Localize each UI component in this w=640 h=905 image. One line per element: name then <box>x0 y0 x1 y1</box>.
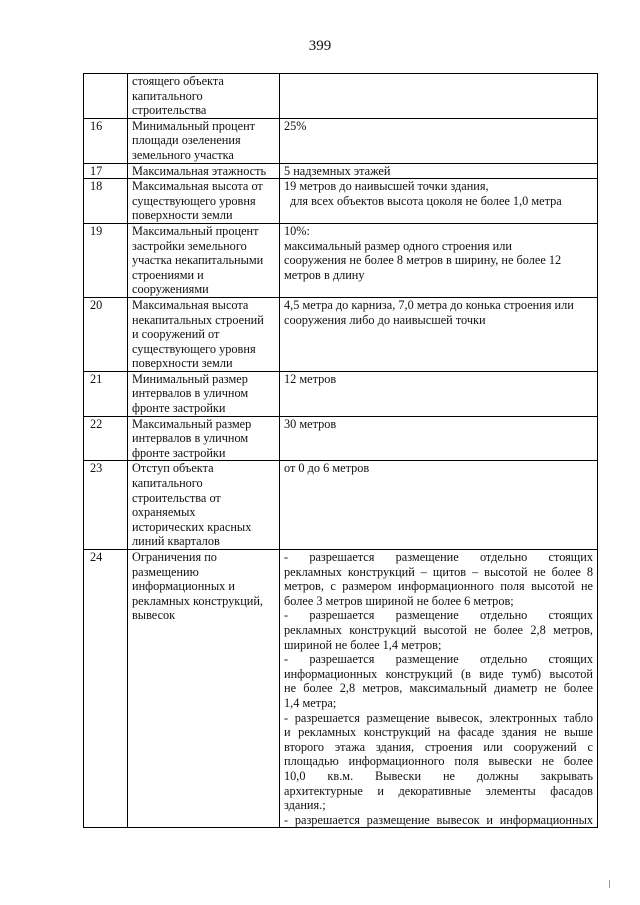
parameter-value-line: - разрешается размещение отдельно стоящих <box>284 652 593 667</box>
parameter-value-line: шириной не более 1,4 метров; <box>284 637 442 652</box>
parameter-value-line: - разрешается размещение отдельно стоящих <box>284 550 593 564</box>
parameter-value-line: 5 надземных этажей <box>284 163 391 178</box>
parameter-value-line: более 3 метров шириной не более 6 метров; <box>284 593 514 608</box>
parameter-name-line: стоящего объекта <box>132 74 224 88</box>
table-row <box>84 223 598 297</box>
row-number: 22 <box>84 416 128 461</box>
parameter-name-line: существующего уровня <box>132 193 256 208</box>
parameter-value-line: информационных конструкций (в виде тумб) высотой <box>284 666 593 681</box>
parameter-name-line: Отступ объекта <box>132 461 214 476</box>
parameter-name-line: участка некапитальными <box>132 253 264 268</box>
table-row <box>84 179 598 224</box>
parameter-value-line: 1,4 метра; <box>284 695 337 710</box>
parameter-value-line: площадью информационного поля вывески не более <box>284 754 593 769</box>
parameter-value-line: сооружения не более 8 метров в ширину, не более 12 <box>284 253 562 268</box>
parameter-name-line: застройки земельного <box>132 238 247 253</box>
row-number: 17 <box>84 163 128 179</box>
parameter-value <box>280 550 598 828</box>
table-row <box>84 416 598 461</box>
row-number: 24 <box>84 550 128 828</box>
parameter-name-line: линий кварталов <box>132 534 220 549</box>
row-number: 21 <box>84 371 128 416</box>
table-row <box>84 163 598 179</box>
parameter-value-line: - разрешается размещение вывесок и информационных <box>284 812 593 827</box>
parameter-value-line: 25% <box>284 118 307 133</box>
regulations-table <box>83 73 598 828</box>
parameter-value <box>280 461 598 550</box>
parameter-name-line: Максимальная высота от <box>132 179 263 194</box>
parameter-name-line: строительства <box>132 103 207 118</box>
parameter-value-line: рекламных конструкций – щитов – высотой не более 8 <box>284 564 593 579</box>
parameter-name-line: и сооружений от <box>132 327 220 342</box>
parameter-value <box>280 371 598 416</box>
parameter-name <box>128 179 280 224</box>
parameter-name <box>128 461 280 550</box>
parameter-value-line: сооружения либо до наивысшей точки <box>284 312 486 327</box>
parameter-name-line: поверхности земли <box>132 356 233 371</box>
parameter-name <box>128 416 280 461</box>
row-number: 20 <box>84 297 128 371</box>
parameter-name-line: Максимальная высота <box>132 297 249 312</box>
scan-mark <box>609 880 610 888</box>
parameter-value-line: второго этажа здания, строения или сооружений с <box>284 739 593 754</box>
parameter-name-line: Минимальный размер <box>132 371 248 386</box>
parameter-name-line: некапитальных строений <box>132 312 264 327</box>
table-row <box>84 550 598 828</box>
parameter-value <box>280 223 598 297</box>
parameter-value-line: метров в длину <box>284 267 365 282</box>
parameter-value-line: от 0 до 6 метров <box>284 461 370 476</box>
parameter-name-line: площади озеленения <box>132 133 241 148</box>
parameter-value-line: 4,5 метра до карниза, 7,0 метра до конька строения или <box>284 297 574 312</box>
parameter-value-line: 12 метров <box>284 371 337 386</box>
parameter-name <box>128 74 280 119</box>
parameter-name-line: фронте застройки <box>132 445 226 460</box>
parameter-name <box>128 118 280 163</box>
parameter-name-line: строительства от <box>132 490 221 505</box>
parameter-name <box>128 223 280 297</box>
parameter-name-line: информационных и <box>132 579 235 594</box>
parameter-name-line: земельного участка <box>132 147 234 162</box>
parameter-name <box>128 550 280 828</box>
row-number: 18 <box>84 179 128 224</box>
parameter-value-line: для всех объектов высота цоколя не более 1,0 метра <box>290 193 562 208</box>
parameter-name <box>128 163 280 179</box>
parameter-value-line: архитектурные и декоративные элементы фасадов <box>284 783 593 798</box>
parameter-name-line: капитального <box>132 476 203 491</box>
parameter-value-line: - разрешается размещение отдельно стоящих <box>284 608 593 623</box>
parameter-value-line: максимальный размер одного строения или <box>284 238 512 253</box>
parameter-name-line: рекламных конструкций, <box>132 593 264 608</box>
parameter-value-line: рекламных конструкций высотой не более 2,8 метров, <box>284 622 593 637</box>
parameter-name <box>128 297 280 371</box>
parameter-name-line: охраняемых <box>132 505 196 520</box>
parameter-name-line: существующего уровня <box>132 341 256 356</box>
page-number: 399 <box>308 38 332 54</box>
parameter-name-line: вывесок <box>132 608 176 623</box>
parameter-name-line: сооружениями <box>132 282 209 297</box>
parameter-value <box>280 118 598 163</box>
parameter-value <box>280 74 598 119</box>
parameter-value <box>280 163 598 179</box>
parameter-name-line: фронте застройки <box>132 401 226 416</box>
table-row <box>84 371 598 416</box>
parameter-value-line: не более 2,8 метров, максимальный диаметр не более <box>284 681 593 696</box>
parameter-name-line: исторических красных <box>132 519 252 534</box>
parameter-name-line: Максимальная этажность <box>132 163 267 178</box>
parameter-value <box>280 297 598 371</box>
parameter-name-line: интервалов в уличном <box>132 386 249 401</box>
parameter-value-line: 30 метров <box>284 416 337 431</box>
parameter-value-line: 10%: <box>284 223 310 238</box>
parameter-name-line: строениями и <box>132 267 204 282</box>
table-row <box>84 297 598 371</box>
parameter-name-line: капитального <box>132 88 203 103</box>
row-number: 16 <box>84 118 128 163</box>
parameter-name-line: Максимальный размер <box>132 416 252 431</box>
parameter-value-line: здания.; <box>284 798 326 813</box>
parameter-name-line: размещению <box>132 564 199 579</box>
parameter-name <box>128 371 280 416</box>
row-number: 19 <box>84 223 128 297</box>
row-number: 23 <box>84 461 128 550</box>
table-row <box>84 74 598 119</box>
parameter-value-line: метров, с размером информационного поля высотой не <box>284 579 593 594</box>
parameter-value-line: - разрешается размещение вывесок, электронных табло <box>284 710 593 725</box>
parameter-name-line: Минимальный процент <box>132 118 256 133</box>
parameter-value-line: и рекламных конструкций на фасаде здания не выше <box>284 725 593 740</box>
table-row <box>84 461 598 550</box>
parameter-name-line: Максимальный процент <box>132 223 259 238</box>
parameter-value <box>280 416 598 461</box>
row-number <box>84 74 128 119</box>
parameter-value-line: 10,0 кв.м. Вывески не должны закрывать <box>284 768 593 783</box>
parameter-name-line: интервалов в уличном <box>132 431 249 446</box>
parameter-name-line: поверхности земли <box>132 208 233 223</box>
parameter-value-line: 19 метров до наивысшей точки здания, <box>284 179 489 194</box>
parameter-name-line: Ограничения по <box>132 550 217 564</box>
table-row <box>84 118 598 163</box>
parameter-value <box>280 179 598 224</box>
